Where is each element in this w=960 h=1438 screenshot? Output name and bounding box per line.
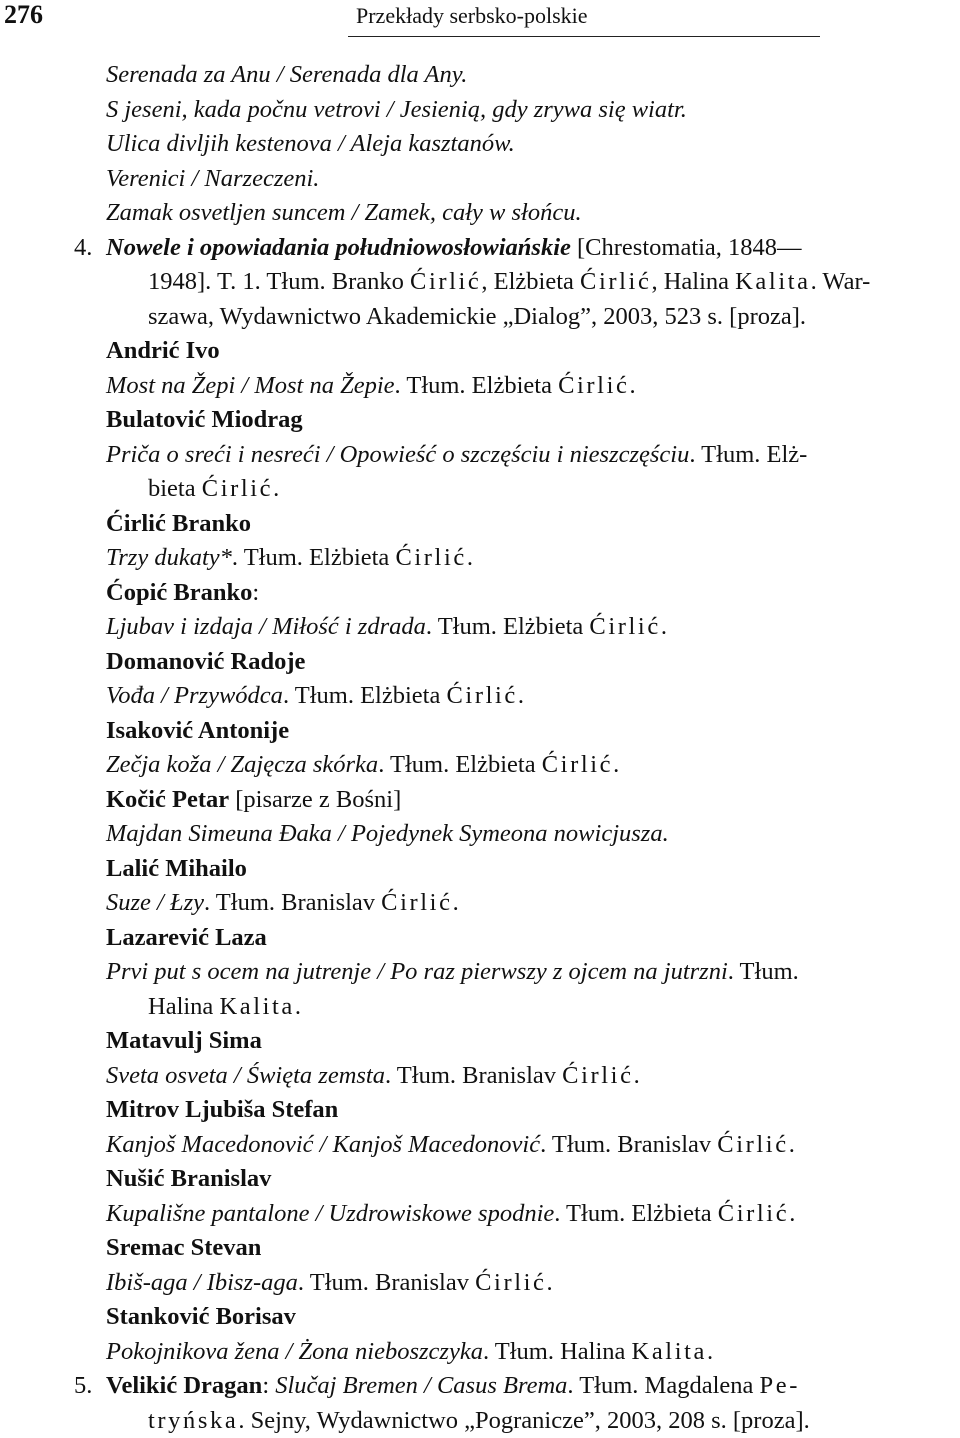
author-name: Ćopić Branko [106,578,253,606]
work-title: Most na Žepi / Most na Žepie [106,371,395,399]
bibliography-line [106,886,459,920]
work-title: Majdan Simeuna Đaka / Pojedynek Symeona nowicjusza. [106,820,669,847]
bibliography-line [148,472,279,506]
entry-text: . [273,475,280,502]
work-title: Trzy dukaty* [106,544,232,571]
entry-text: . Tłum. Branislav [384,1061,563,1089]
work-title: Zamak osvetljen suncem / Zamek, cały w słońcu. [106,199,582,226]
entry-text: [Chrestomatia, 1848— [570,233,802,261]
bibliography-line [106,1162,271,1196]
work-title: Verenici / Narzeczeni. [106,164,320,192]
bibliography-line [74,1369,800,1403]
author-name: Isaković Antonije [106,716,290,744]
work-title: Ljubav i izdaja / Miłość i zdrada [106,613,426,640]
running-title: Przekłady serbsko-polskie [356,3,588,28]
work-title: Ibiš-aga / Ibisz-aga [106,1268,298,1296]
work-title: Serenada za Anu / Serenada dla Any. [106,61,468,88]
translator-name: Ćirlić [381,889,453,916]
author-name: Bulatović Miodrag [106,406,303,433]
entry-text: . [517,682,524,709]
entry-text: Halina [148,992,220,1020]
bibliography-line [106,438,807,472]
translator-name: Ćirlić [562,1061,634,1089]
bibliography-line [106,334,220,368]
bibliography-line [106,1197,795,1231]
work-title: Slučaj Bremen / Casus Brema [275,1372,568,1399]
bibliography-line [106,58,467,92]
entry-text: . [466,544,473,571]
author-name: Stanković Borisav [106,1303,296,1330]
entry-text: . War- [810,268,871,295]
translator-name: Ćirlić [580,268,652,295]
translator-name: Ćirlić [446,682,518,709]
work-title: Priča o sreći i nesreći / Opowieść o szczęściu i nieszczęściu [106,440,690,468]
entry-text: . [452,889,459,916]
author-name: Velikić Dragan [106,1372,263,1399]
entry-text: . Tłum. Elż- [689,440,808,468]
bibliography-line [106,1128,795,1162]
entry-text: , Halina [651,268,736,295]
bibliography-line [106,955,799,989]
work-title: Vođa / Przywódca [106,682,283,709]
entry-text: 1948]. T. 1. Tłum. Branko [148,268,410,295]
translator-name: Ćirlić [589,613,661,640]
work-title: Ulica divljih kestenova / Aleja kasztanów. [106,130,515,157]
translator-name: Ćirlić [558,371,630,399]
bibliography-line [106,93,687,127]
work-title: Prvi put s ocem na jutrenje / Po raz pierwszy z ojcem na jutrzni [106,958,728,985]
entry-text: . [629,371,636,399]
bibliography-line [106,403,303,437]
entry-text: . [546,1268,553,1296]
translator-name: Kalita [735,268,811,295]
entry-text: . [633,1061,640,1089]
bibliography-line [106,1024,262,1058]
work-title: Zečja koža / Zajęcza skórka [106,751,379,778]
bibliography-line [106,783,401,817]
bibliography-line [106,645,305,679]
translator-name: Kalita [631,1337,707,1365]
author-name: Andrić Ivo [106,337,220,364]
translator-name: Ćirlić [475,1268,547,1296]
bibliography-line [106,162,319,196]
entry-number: 5. [74,1372,93,1399]
author-name: Nowele i opowiadania południowosłowiańskie [106,233,571,261]
entry-text: . Tłum. Elżbieta [394,371,559,399]
work-title: Kupališne pantalone / Uzdrowiskowe spodnie [106,1199,555,1227]
bibliography-line [106,1266,553,1300]
bibliography-line [106,852,247,886]
author-name: Lazarević Laza [106,923,267,951]
entry-text: . Tłum. Branislav [540,1130,718,1158]
work-title: Pokojnikova žena / Żona nieboszczyka [106,1337,483,1365]
bibliography-line [148,265,870,299]
bibliography-line [106,127,515,161]
bibliography-line [106,714,289,748]
entry-text: . Tłum. Branislav [204,889,382,916]
work-title: Kanjoš Macedonović / Kanjoš Macedonović [106,1130,541,1158]
entry-text: . [660,613,667,640]
entry-text: . [707,1337,714,1365]
bibliography-line [106,748,619,782]
entry-text: . Tłum. Magdalena [567,1372,760,1399]
work-title: Sveta osveta / Święta zemsta [106,1061,385,1089]
entry-text: . Sejny, Wydawnictwo „Pogranicze”, 2003, 208 s. [proza]. [238,1406,810,1434]
work-title: Suze / Łzy [106,889,204,916]
bibliography-line [106,541,473,575]
bibliography-line [106,679,524,713]
author-name: Kočić Petar [106,785,230,813]
entry-text: . [789,1199,796,1227]
entry-text: . Tłum. Elżbieta [554,1199,718,1227]
bibliography-line [106,1335,713,1369]
entry-text: : [262,1372,276,1399]
author-name: Nušić Branislav [106,1165,272,1192]
entry-text: . Tłum. Elżbieta [282,682,447,709]
page-number: 276 [4,0,43,29]
bibliography-line [106,1059,640,1093]
entry-text: . [613,751,620,778]
translator-name: Ćirlić [395,544,467,571]
entry-text: . Tłum. Halina [482,1337,632,1365]
header-rule [348,36,820,37]
translator-name: Ćirlić [410,268,482,295]
bibliography-line [106,196,582,230]
author-name: Ćirlić Branko [106,509,251,537]
entry-text: szawa, Wydawnictwo Akademickie „Dialog”, 2003, 523 s. [proza]. [148,302,807,330]
bibliography-line [148,1404,810,1438]
entry-text: . Tłum. Elżbieta [231,544,396,571]
translator-name: Ćirlić [541,751,614,778]
translator-name: tryńska [148,1406,239,1434]
entry-text: bieta [148,475,202,502]
translator-name: Ćirlić [717,1130,789,1158]
entry-text: . Tłum. Branislav [297,1268,476,1296]
entry-text: . Tłum. Elżbieta [378,751,542,778]
author-name: Sremac Stevan [106,1234,262,1261]
bibliography-line [106,921,267,955]
bibliography-line [74,231,802,265]
bibliography-line [106,1300,296,1334]
entry-text: , Elżbieta [481,268,581,295]
translator-name: Ćirlić [201,475,274,502]
author-name: Lalić Mihailo [106,854,247,882]
author-name: Domanović Radoje [106,647,306,675]
bibliography-line [148,300,806,334]
translator-name: Pe- [759,1372,800,1399]
translator-name: Ćirlić [717,1199,790,1227]
bibliography-line [106,1231,261,1265]
translator-name: Kalita [219,992,295,1020]
bibliography-line [106,610,667,644]
entry-text: . Tłum. Elżbieta [425,613,590,640]
entry-number: 4. [74,233,93,261]
bibliography-line [106,576,259,610]
entry-text: [pisarze z Bośni] [229,785,402,813]
work-title: S jeseni, kada počnu vetrovi / Jesienią, gdy zrywa się wiatr. [106,95,687,123]
bibliography-line [106,817,669,851]
author-name: Mitrov Ljubiša Stefan [106,1096,339,1123]
bibliography-line [106,507,251,541]
entry-text: : [252,578,260,606]
entry-text: . Tłum. [727,958,799,985]
entry-text: . [788,1130,795,1158]
bibliography-line [106,1093,338,1127]
entry-text: . [294,992,302,1020]
bibliography-line [148,990,301,1024]
page-header [0,0,960,40]
bibliography-line [106,369,636,403]
author-name: Matavulj Sima [106,1027,262,1054]
